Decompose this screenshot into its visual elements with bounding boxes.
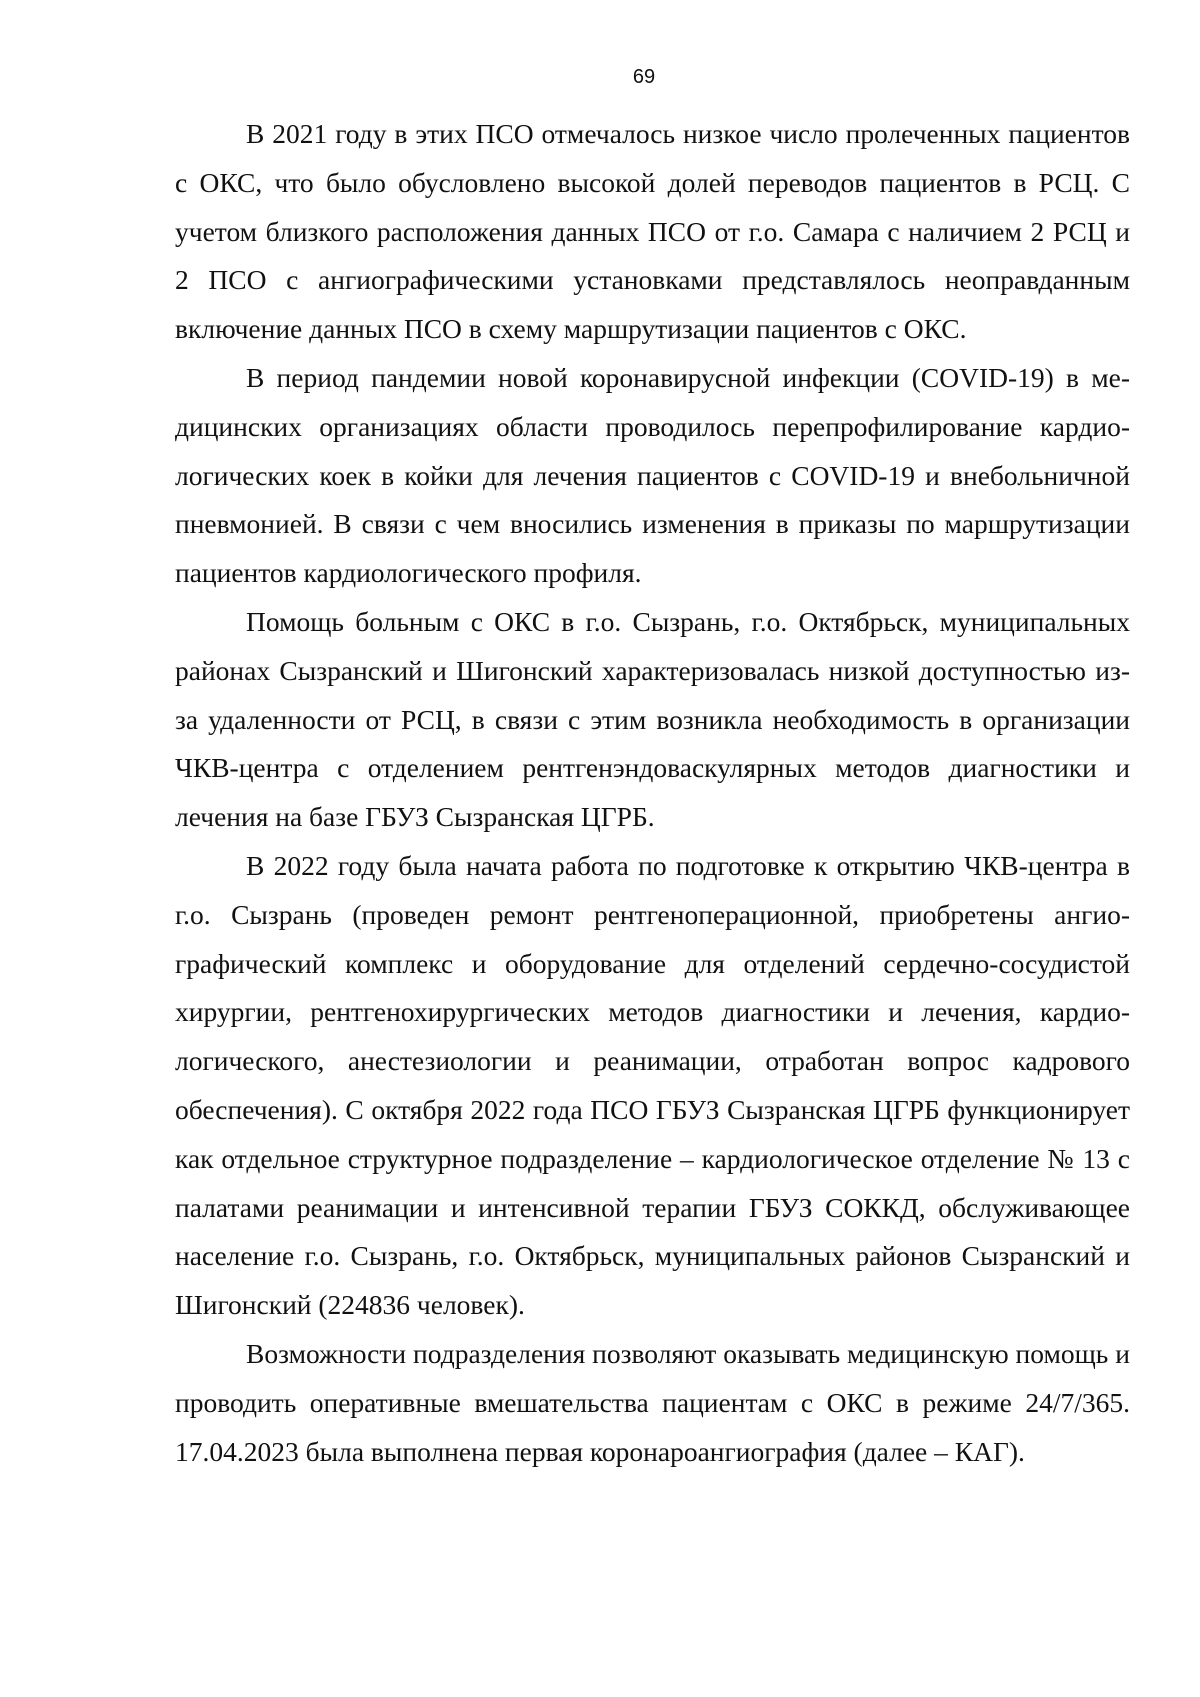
body-text	[175, 110, 1130, 1476]
paragraph-pso-2021: В 2021 году в этих ПСО отмечалось низкое число пролеченных пациентов с ОКС, что было обусловлено высокой долей переводов пациентов в РСЦ. С учетом близкого расположения данных ПСО от г.о. Самара с наличием 2 РСЦ и 2 ПСО с ангиографическими установками представлялось неоправданным включение данных ПСО в схему маршрутизации пациентов с ОКС.	[175, 118, 1130, 345]
paragraph-syzran-access: Помощь больным с ОКС в г.о. Сызрань, г.о. Октябрьск, муниципальных районах Сызранский и Шигонский характеризовалась низкой доступностью из-за удаленности от РСЦ, в связи с этим возникла необходимость в организации ЧКВ-центра с отделением рентгенэндоваскулярных методов диагностики и лечения на базе ГБУЗ Сызранская ЦГРБ.	[175, 605, 1130, 833]
paragraph-capabilities: Возможности подразделения позволяют оказывать медицинскую помощь и проводить оперативные вмешательства пациентам с ОКС в режиме 24/7/365. 17.04.2023 была выполнена первая коронароангиография (далее – КАГ).	[175, 1337, 1130, 1467]
page-number: 69	[632, 66, 656, 88]
paragraph-pci-center-2022: В 2022 году была начата работа по подготовке к открытию ЧКВ-центра в г.о. Сызрань (проведен ремонт рентгеноперационной, приобретены ангиографический комплекс и оборудование для отделений сердечно-сосудистой хирургии, рентгенохирургических методов диагностики и лечения, кардиологического, анестезиологии и реанимации, отработан вопрос кадрового обеспечения). С октября 2022 года ПСО ГБУЗ Сызранская ЦГРБ функционирует как отдельное структурное подразделение – кардиологическое отделение № 13 с палатами реанимации и интенсивной терапии ГБУЗ СОККД, обслуживающее население г.о. Сызрань, г.о. Октябрьск, муниципальных районов Сызранский и Шигонский (224836 человек).	[175, 849, 1130, 1321]
paragraph-covid-period: В период пандемии новой коронавирусной инфекции (COVID-19) в медицинских организациях области проводилось перепрофилирование кардиологических коек в койки для лечения пациентов с COVID-19 и внебольничной пневмонией. В связи с чем вносились изменения в приказы по маршрутизации пациентов кардиологического профиля.	[175, 361, 1130, 589]
